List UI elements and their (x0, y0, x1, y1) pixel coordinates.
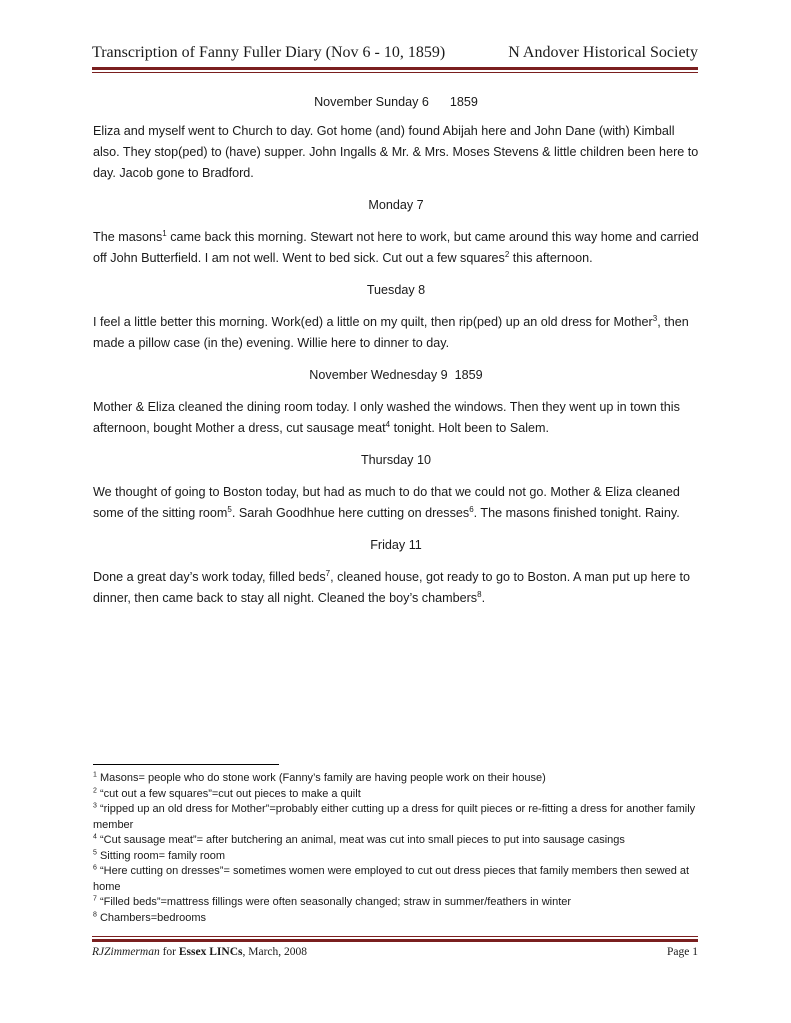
footnote: $^5$ Sitting room= family room (93, 848, 225, 862)
footer-credit: RJZimmerman for Essex LINCs, March, 2008 (92, 946, 307, 958)
footnote: $^8$ Chambers=bedrooms (93, 910, 207, 924)
entry-heading: November Wednesday 9 1859 (309, 368, 483, 382)
entry-heading: Thursday 10 (360, 453, 431, 467)
footnote-ref: 3 (652, 313, 658, 323)
entry-text: We thought of going to Boston today, but had as much to do that we could not go. Mother & Eliza cleaned some of the sitting room$^5$. Sarah Goodhhue here cutting on dresses$^6$. The masons finished tonight. Rainy. (93, 485, 680, 520)
footnote: $^6$ “Here cutting on dresses”= sometimes women were employed to cut out dress pieces that family members then sewed at home (93, 864, 690, 893)
footnote-ref: 6 (469, 504, 474, 514)
footnote: $^3$ “ripped up an old dress for Mother”=probably either cutting up a dress for quilt pieces or re-fitting a dress for another family member (93, 802, 696, 831)
header-organization: N Andover Historical Society (508, 44, 698, 61)
footnotes (93, 771, 699, 926)
footer-rule (92, 939, 698, 942)
footnote-ref: 4 (385, 419, 391, 429)
footnote: $^7$ “Filled beds”=mattress fillings were often seasonally changed; straw in summer/feathers in winter (93, 895, 572, 908)
entry-heading: Tuesday 8 (366, 283, 426, 297)
entry-text: Done a great day’s work today, filled beds$^7$, cleaned house, got ready to go to Boston. A man put up here to dinner, then came back to stay all night. Cleaned the boy’s chambers$^8$. (93, 568, 690, 605)
diary-body (93, 92, 699, 609)
entry-heading: Monday 7 (368, 198, 424, 212)
footnote: $^1$ Masons= people who do stone work (Fanny’s family are having people work on their house) (93, 771, 546, 784)
footnote-ref: 1 (162, 228, 167, 238)
footnote: $^4$ “Cut sausage meat”= after butchering an animal, meat was cut into small pieces to put into sausage casings (93, 833, 625, 846)
footer-author: RJZimmerman (92, 946, 160, 958)
page-footer (92, 946, 698, 962)
footer-rule-thin (92, 936, 698, 937)
entry-heading: November Sunday 6 1859 (314, 95, 478, 109)
footer-organization: Essex LINCs (178, 946, 243, 958)
entry-text: Mother & Eliza cleaned the dining room today. I only washed the windows. Then they went up in town this afternoon, bought Mother a dress, cut sausage meat$^4$ tonight. Holt been to Salem. (93, 400, 680, 435)
entry-heading: Friday 11 (370, 538, 422, 552)
header-rule (92, 67, 698, 70)
footer-date: , March, 2008 (242, 946, 307, 958)
page-header (92, 44, 698, 66)
header-title: Transcription of Fanny Fuller Diary (Nov 6 - 10, 1859) (92, 44, 446, 61)
entry-text: The masons$^1$ came back this morning. Stewart not here to work, but came around this way home and carried off John Butterfield. I am not well. Went to bed sick. Cut out a few squares$^2$ this afternoon. (93, 228, 699, 265)
footnote: $^2$ “cut out a few squares”=cut out pieces to make a quilt (93, 786, 361, 800)
entry-text: I feel a little better this morning. Work(ed) a little on my quilt, then rip(ped) up an old dress for Mother$^3$, then made a pillow case (in the) evening. Willie here to dinner to day. (93, 313, 689, 350)
footnote-ref: 2 (504, 249, 510, 259)
footnote-ref: 8 (477, 589, 482, 599)
page-number: Page 1 (667, 946, 698, 958)
footnote-separator (93, 764, 279, 765)
footnote-ref: 7 (325, 568, 331, 578)
entry-text: Eliza and myself went to Church to day. Got home (and) found Abijah here and John Dane (with) Kimball also. They stop(ped) to (have) supper. John Ingalls & Mr. & Mrs. Moses Stevens & little children been here to day. Jacob gone to Bradford. (93, 124, 699, 180)
footnote-ref: 5 (227, 504, 232, 514)
header-rule-thin (92, 72, 698, 73)
